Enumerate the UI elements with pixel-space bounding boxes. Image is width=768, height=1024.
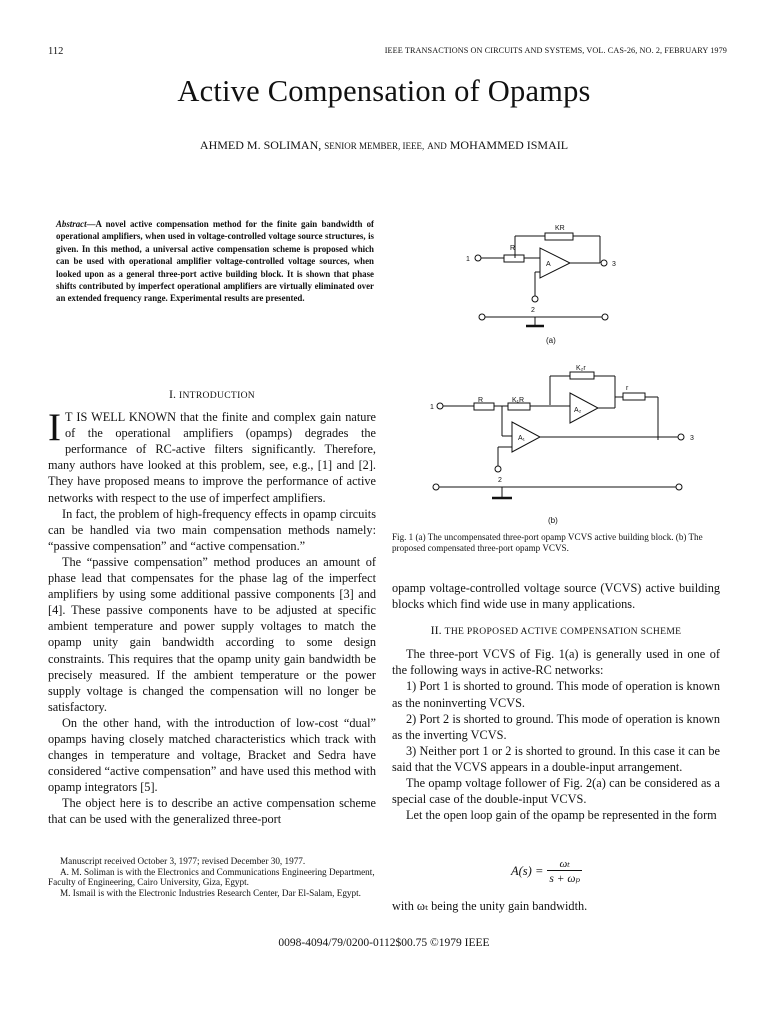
svg-text:2: 2 [498,477,502,484]
port-1-b [437,403,443,409]
circuit-b [430,365,694,525]
section-2-title: THE PROPOSED ACTIVE COMPENSATION SCHEME [444,626,682,638]
footnote-received: Manuscript received October 3, 1977; revised December 30, 1977. [60,856,306,866]
footnote-ismail: M. Ismail is with the Electronic Industries Research Center, Dar El-Salam, Egypt. [60,887,361,898]
equation-1 [510,857,582,885]
svg-text:1: 1 [466,256,470,263]
intro-paragraph-3: The “passive compensation” method produces an amount of phase lead that compensates for the phase lag of the imperfect amplifiers by using some additional passive components [3] and [4]. These passive components have to be adjusted at specific ambient temperature and power supply voltages to match the opamp unity gain bandwidth according to some design constraints. This requires that the opamp unity gain bandwidth be precisely measured. If the ambient temperature or the power supply voltage is changed the compensation will no longer be satisfactory. [48,554,376,714]
list-item-2: 2) Port 2 is shorted to ground. This mode of operation is known as the inverting VCVS. [392,711,720,742]
opamp-a [540,248,570,278]
list-item-1: 1) Port 1 is shorted to ground. This mode of operation is known as the noninverting VCVS. [392,679,720,710]
section-1-number: I. [168,387,176,401]
copyright-footer: 0098-4094/79/0200-0112$00.75 ©1979 IEEE [278,937,490,949]
running-head: IEEE TRANSACTIONS ON CIRCUITS AND SYSTEMS, VOL. CAS-26, NO. 2, FEBRUARY 1979 [384,46,727,55]
drop-cap: I [48,406,61,450]
abstract [56,218,374,305]
label-a: (a) [546,336,556,345]
section-1-heading [48,386,376,404]
svg-text:A₂: A₂ [574,407,582,414]
intro-paragraph-5: The object here is to describe an active compensation scheme that can be used with the generalized three-port [48,796,376,827]
intro-paragraph-2: In fact, the problem of high-frequency effects in opamp circuits can be handled via two main compensation methods namely: “passive compensation” and “active compensation.” [48,506,376,553]
ground-right-b [676,484,682,490]
author-2: MOHAMMED ISMAIL [449,138,569,152]
section-2-paragraph-4: with ωₜ being the unity gain bandwidth. [392,899,588,913]
port-3-a [601,260,607,266]
intro-paragraph-4: On the other hand, with the introduction of low-cost “dual” opamps having closely matched characteristics which track with changes in temperature and voltage, Bracket and Sedra have considered “active compensation” and have used this method with opamp integrators [5]. [48,715,376,795]
resistor-r-a [504,255,524,262]
abstract-label: Abstract [56,219,87,229]
port-2-b [495,466,501,472]
continuation-paragraph: opamp voltage-controlled voltage source (VCVS) active building blocks which find wide use in many applications. [392,581,720,612]
svg-text:2: 2 [531,307,535,314]
figure-1-caption: Fig. 1 (a) The uncompensated three-port opamp VCVS active building block. (b) The proposed compensated three-port opamp VCVS. [392,532,703,553]
resistor-k2r [570,372,594,379]
intro-paragraph-1: I T IS WELL KNOWN that the finite and complex gain nature of the operational amplifiers (opamps) degrades the performance of RC-active filters significantly. Therefore, many authors have looked at this problem, see, e.g., [1] and [2]. They have proposed means to improve the performance of active networks with respect to the use of imperfect amplifiers. [48,406,376,505]
author-line [0,138,768,153]
label-b: (b) [548,516,558,525]
label-k2r: K₂r [576,365,586,372]
author-1-role: SENIOR MEMBER, IEEE, [324,141,425,151]
abstract-text: —A novel active compensation method for the finite gain bandwidth of operational amplifiers, when used in voltage-controlled voltage source structures, is given. In this method, a universal active compensation scheme is proposed which can be used with operational amplifier voltage-controlled voltage sources, when looked upon as a general three-port active building block. It is shown that phase shifts contributed by imperfect operational amplifiers are virtually eliminated over an extended frequency range. Experimental results are presented. [56,219,374,304]
section-1-title: INTRODUCTION [178,390,256,401]
label-k1r: K₁R [512,397,525,404]
equation-denominator: s + ωₚ [549,873,581,885]
figure-1-circuits [430,200,730,530]
ground-left-b [433,484,439,490]
label-r-a: R [510,245,516,252]
svg-text:A: A [546,261,551,268]
paper-title: Active Compensation of Opamps [177,74,591,108]
ground-right-a [602,314,608,320]
port-2-a [532,296,538,302]
svg-text:1: 1 [430,404,434,411]
port-3-b [678,434,684,440]
circuit-a [466,225,616,345]
list-item-3: 3) Neither port 1 or 2 is shorted to ground. In this case it can be said that the VCVS appears in a double-input arrangement. [392,743,720,774]
right-column [392,580,720,823]
resistor-kr [545,233,573,240]
section-2-paragraph-3: Let the open loop gain of the opamp be represented in the form [406,808,717,823]
svg-text:3: 3 [690,435,694,442]
label-kr: KR [555,225,565,232]
section-2-heading [392,622,720,640]
resistor-r-small [623,393,645,400]
footnote-soliman: A. M. Soliman is with the Electronics and Communications Engineering Department, Faculty of Engineering, Cairo University, Giza, Egypt. [48,866,375,888]
opamp-a1 [512,422,540,452]
left-column [48,386,376,828]
author-and: AND [427,141,447,151]
equation-lhs: A(s) = [511,863,544,878]
equation-numerator: ωₜ [547,857,582,871]
port-1-a [475,255,481,261]
author-1: AHMED M. SOLIMAN, [199,138,322,152]
resistor-r-b [474,403,494,410]
label-r-small: r [626,385,629,392]
svg-text:3: 3 [612,261,616,268]
label-r-b: R [478,397,484,404]
ground-left-a [479,314,485,320]
section-2-paragraph-2: The opamp voltage follower of Fig. 2(a) can be considered as a special case of the double-input VCVS. [392,776,720,807]
resistor-k1r [508,403,530,410]
svg-text:A₁: A₁ [518,435,526,442]
section-2-number: II. [430,623,442,638]
section-2-paragraph-1: The three-port VCVS of Fig. 1(a) is generally used in one of the following ways in active-RC networks: [392,647,720,678]
footnotes [48,856,378,898]
page-number: 112 [48,46,64,57]
